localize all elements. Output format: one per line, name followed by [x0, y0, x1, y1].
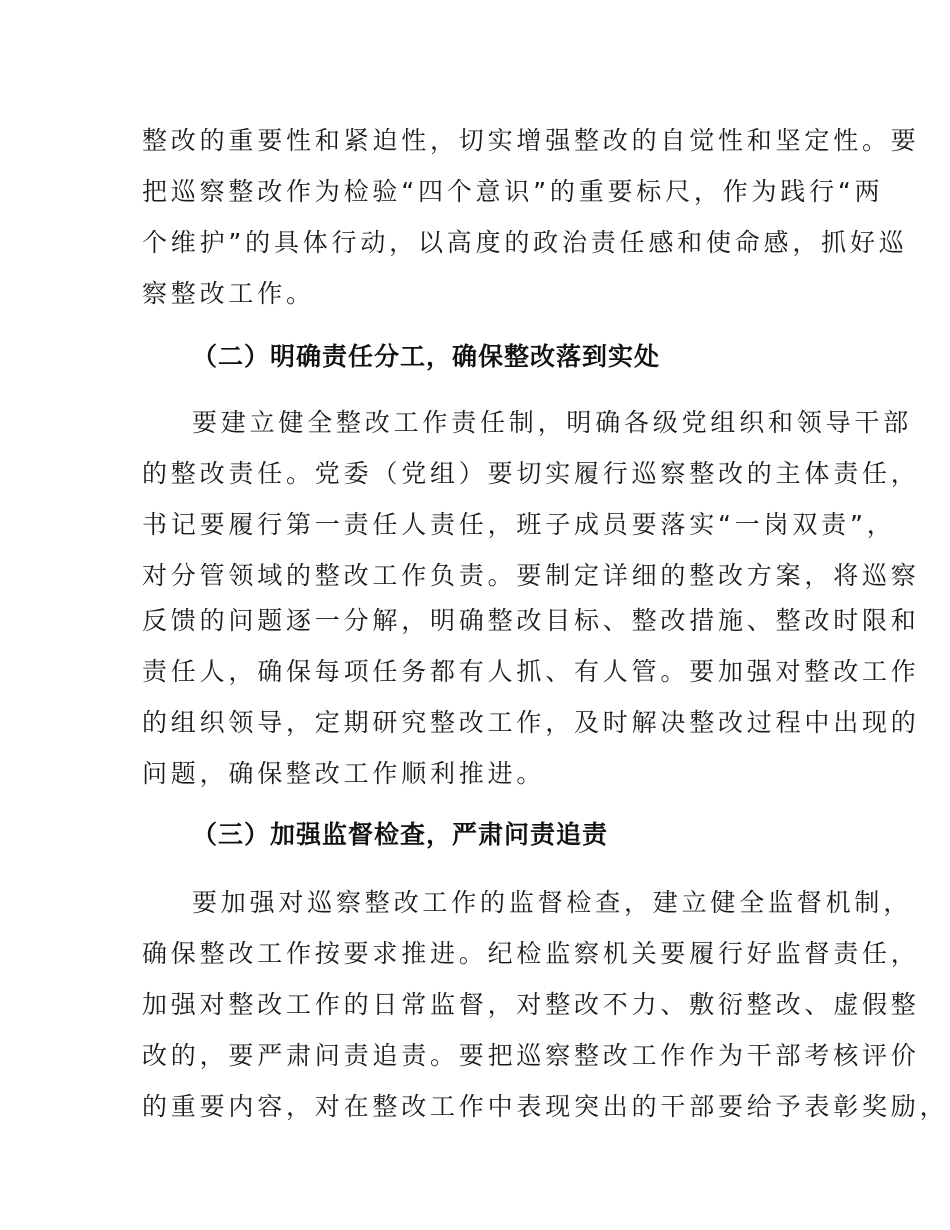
paragraph-2-line-8: 问题，确保整改工作顺利推进。: [142, 759, 546, 788]
paragraph-3-line-5: 的重要内容，对在整改工作中表现突出的干部要给予表彰奖励，: [142, 1092, 949, 1121]
section-heading-3: （三）加强监督检查，严肃问责追责: [192, 820, 609, 849]
paragraph-3-line-2: 确保整改工作按要求推进。纪检监察机关要履行好监督责任，: [142, 939, 920, 968]
section-heading-2: （二）明确责任分工，确保整改落到实处: [192, 342, 661, 371]
paragraph-2-line-4: 对分管领域的整改工作负责。要制定详细的整改方案，将巡察: [142, 561, 920, 590]
paragraph-2-line-5: 反馈的问题逐一分解，明确整改目标、整改措施、整改时限和: [142, 606, 920, 635]
paragraph-1-line-4: 察整改工作。: [142, 279, 315, 308]
paragraph-1-line-1: 整改的重要性和紧迫性，切实增强整改的自觉性和坚定性。要: [142, 126, 920, 155]
paragraph-1-line-3: 个维护”的具体行动，以高度的政治责任感和使命感，抓好巡: [142, 228, 908, 257]
paragraph-3-line-4: 改的，要严肃问责追责。要把巡察整改工作作为干部考核评价: [142, 1041, 920, 1070]
paragraph-2-line-7: 的组织领导，定期研究整改工作，及时解决整改过程中出现的: [142, 708, 920, 737]
paragraph-2-line-1: 要建立健全整改工作责任制，明确各级党组织和领导干部: [192, 408, 913, 437]
paragraph-1-line-2: 把巡察整改作为检验“四个意识”的重要标尺，作为践行“两: [142, 177, 884, 206]
paragraph-2-line-6: 责任人，确保每项任务都有人抓、有人管。要加强对整改工作: [142, 657, 920, 686]
paragraph-2-line-3: 书记要履行第一责任人责任，班子成员要落实“一岗双责”，: [142, 510, 896, 539]
paragraph-3-line-1: 要加强对巡察整改工作的监督检查，建立健全监督机制，: [192, 888, 913, 917]
paragraph-2-line-2: 的整改责任。党委（党组）要切实履行巡察整改的主体责任，: [142, 459, 920, 488]
paragraph-3-line-3: 加强对整改工作的日常监督，对整改不力、敷衍整改、虚假整: [142, 990, 920, 1019]
